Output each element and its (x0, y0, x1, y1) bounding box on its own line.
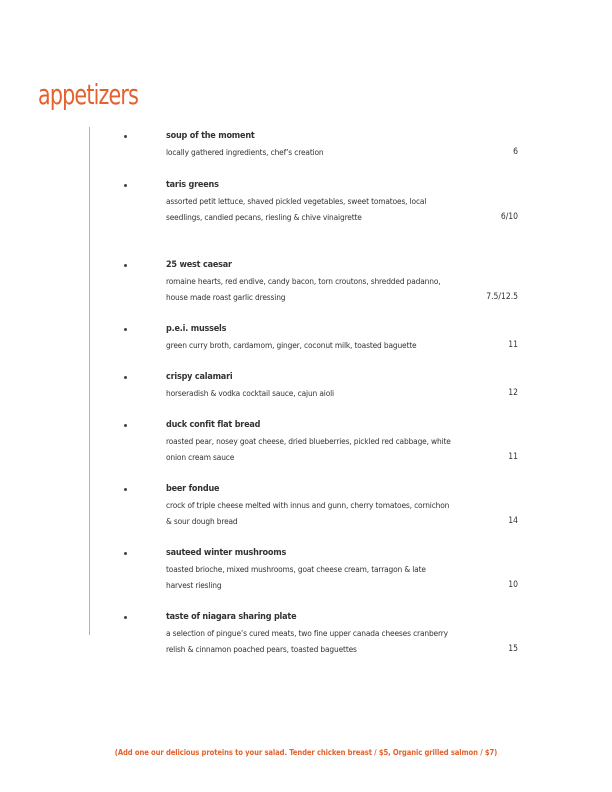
footer-note: (Add one our delicious proteins to your salad. Tender chicken breast / $5, Organic grilled salmon / $7) (114, 748, 498, 757)
bullet-icon (124, 135, 127, 138)
item-description: house made roast garlic dressing (166, 292, 286, 302)
item-name: duck confit flat bread (166, 420, 261, 430)
bullet-icon (124, 184, 127, 187)
item-price: 15 (508, 644, 518, 654)
item-name: crispy calamari (166, 372, 233, 382)
item-price: 11 (508, 340, 518, 350)
item-name: sauteed winter mushrooms (166, 548, 287, 558)
item-name: soup of the moment (166, 131, 255, 141)
bullet-icon (124, 376, 127, 379)
item-price: 14 (508, 516, 518, 526)
item-description: harvest riesling (166, 580, 222, 590)
item-price: 10 (508, 580, 518, 590)
item-description: seedlings, candied pecans, riesling & chive vinaigrette (166, 212, 362, 222)
item-price: 6/10 (500, 212, 518, 222)
bullet-icon (124, 488, 127, 491)
item-name: taris greens (166, 180, 219, 190)
item-name: beer fondue (166, 484, 220, 494)
item-description: horseradish & vodka cocktail sauce, cajun aioli (166, 388, 334, 398)
item-description: romaine hearts, red endive, candy bacon, torn croutons, shredded padanno, (166, 276, 441, 286)
item-price: 7.5/12.5 (486, 292, 518, 302)
bullet-icon (124, 552, 127, 555)
bullet-icon (124, 616, 127, 619)
item-description: toasted brioche, mixed mushrooms, goat cheese cream, tarragon & late (166, 564, 426, 574)
item-description: locally gathered ingredients, chef’s creation (166, 147, 324, 157)
bullet-icon (124, 328, 127, 331)
item-name: p.e.i. mussels (166, 324, 227, 334)
item-name: taste of niagara sharing plate (166, 612, 297, 622)
item-name: 25 west caesar (166, 260, 232, 270)
item-description: relish & cinnamon poached pears, toasted baguettes (166, 644, 357, 654)
item-price: 12 (508, 388, 518, 398)
item-description: crock of triple cheese melted with innus and gunn, cherry tomatoes, cornichon (166, 500, 450, 510)
item-description: onion cream sauce (166, 452, 235, 462)
item-description: roasted pear, nosey goat cheese, dried blueberries, pickled red cabbage, white (166, 436, 451, 446)
item-description: a selection of pingue’s cured meats, two fine upper canada cheeses cranberry (166, 628, 448, 638)
item-description: assorted petit lettuce, shaved pickled vegetables, sweet tomatoes, local (166, 196, 427, 206)
bullet-icon (124, 424, 127, 427)
item-description: green curry broth, cardamom, ginger, coconut milk, toasted baguette (166, 340, 417, 350)
item-description: & sour dough bread (166, 516, 238, 526)
vertical-rule (89, 127, 90, 635)
bullet-icon (124, 264, 127, 267)
section-title: appetizers (38, 78, 139, 111)
item-price: 11 (508, 452, 518, 462)
item-price: 6 (513, 147, 518, 157)
